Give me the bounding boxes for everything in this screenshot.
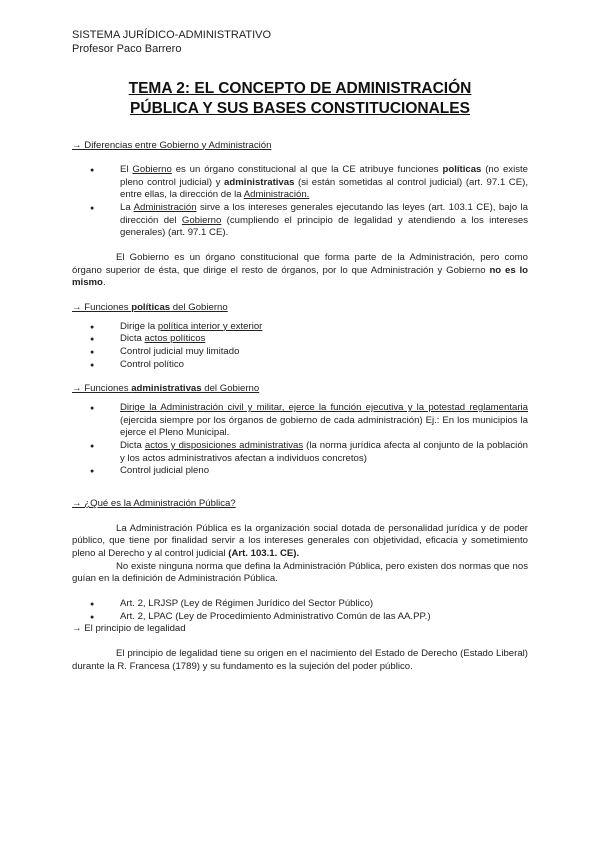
section-heading-principio-legalidad: → El principio de legalidad <box>72 623 186 635</box>
list-item: ● Dicta actos y disposiciones administrativas (la norma jurídica afecta al conjunto de la población y los actos administrativos afectan a individuos concretos) <box>88 440 528 465</box>
professor-name: Profesor Paco Barrero <box>72 43 182 56</box>
emphasis-no-es-lo-mismo: no es lo mismo <box>72 264 529 289</box>
term-gobierno: Gobierno <box>181 214 222 226</box>
term-administracion: Administración <box>133 202 197 214</box>
title-line-2: PÚBLICA Y SUS BASES CONSTITUCIONALES <box>130 100 470 118</box>
list-item: ● Control judicial muy limitado <box>88 346 528 359</box>
course-name: SISTEMA JURÍDICO-ADMINISTRATIVO <box>72 29 272 41</box>
emphasis-administrativas: administrativas <box>224 176 295 188</box>
list-item: ● La Administración sirve a los intereses generales ejecutando las leyes (art. 103.1 CE), bajo la dirección del Gobierno (cumpliendo el principio de legalidad y atendiendo a los intereses generales) (art. 97.1 CE). <box>88 202 528 240</box>
page-title <box>72 79 528 120</box>
title-line-1: TEMA 2: EL CONCEPTO DE ADMINISTRACIÓN <box>128 79 472 97</box>
bullet-list-normas <box>72 598 528 623</box>
paragraph-definicion: La Administración Pública es la organización social dotada de personalidad jurídica y de poder público, que tiene por finalidad servir a los intereses generales con objetividad, eficacia y sometimiento pleno al Derecho y al control judicial (Art. 103.1. CE). <box>72 522 528 559</box>
bullet-list-funciones-politicas <box>72 321 528 372</box>
list-item: ● Dirige la Administración civil y militar, ejerce la función ejecutiva y la potestad reglamentaria (ejercida siempre por los órganos de gobierno de cada administración) Ej.: En los municipios la ejerce el Pleno Municipal. <box>88 402 528 440</box>
section-heading-funciones-politicas: → Funciones políticas del Gobierno <box>72 302 228 314</box>
paragraph-gobierno: El Gobierno es un órgano constitucional que forma parte de la Administración, pero como órgano superior de ésta, que dirige el resto de órganos, por lo que Administración y Gobierno no es lo mismo. <box>72 252 529 289</box>
emphasis-art-103: (Art. 103.1. CE). <box>228 547 300 559</box>
emphasis-politicas: políticas <box>442 164 482 176</box>
list-item: ● Art. 2, LPAC (Ley de Procedimiento Administrativo Común de las AA.PP.) <box>88 611 528 624</box>
term-administracion: Administración. <box>243 189 310 201</box>
bullet-list-diferencias <box>72 164 528 240</box>
list-item: ● Art. 2, LRJSP (Ley de Régimen Jurídico del Sector Público) <box>88 598 528 611</box>
paragraph-normas: No existe ninguna norma que defina la Administración Pública, pero existen dos normas que nos guían en la definición de Administración Pública. <box>72 560 528 585</box>
section-heading-diferencias: → Diferencias entre Gobierno y Administración <box>72 139 272 151</box>
bullet-list-funciones-administrativas <box>72 402 528 478</box>
paragraph-principio-legalidad: El principio de legalidad tiene su origen en el nacimiento del Estado de Derecho (Estado Liberal) durante la R. Francesa (1789) y su fundamento es la sujeción del poder público. <box>72 647 528 672</box>
list-item: ● Control judicial pleno <box>88 465 528 478</box>
list-item: ● El Gobierno es un órgano constitucional al que la CE atribuye funciones políticas (no existe pleno control judicial) y administrativas (si están sometidas al control judicial) (art. 97.1 CE), entre ellas, la dirección de la Administración. <box>88 164 528 202</box>
list-item: ● Dicta actos políticos <box>88 333 528 346</box>
section-heading-funciones-administrativas: → Funciones administrativas del Gobierno <box>72 383 260 395</box>
list-item: ● Dirige la política interior y exterior <box>88 321 528 334</box>
term-gobierno: Gobierno <box>132 164 172 176</box>
section-heading-que-es-administracion: → ¿Qué es la Administración Pública? <box>72 497 236 509</box>
list-item: ● Control político <box>88 359 528 372</box>
